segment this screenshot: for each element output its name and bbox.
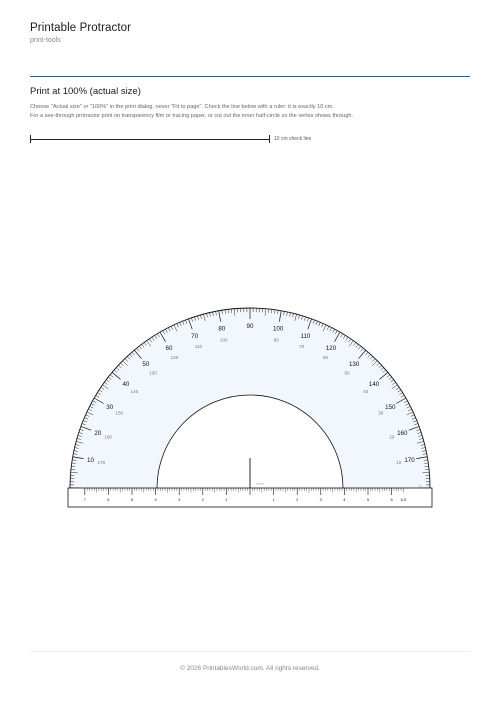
ruler-label: 1 (272, 497, 275, 502)
degree-label-outer: 110 (300, 332, 311, 340)
check-line (30, 134, 270, 144)
degree-label-inner: 170 (97, 459, 106, 465)
ruler-unit-label: cm (418, 483, 422, 488)
instructions-text (30, 103, 475, 120)
degree-label-inner: 20 (389, 434, 395, 440)
instruction-line: Choose "Actual size" or "100%" in the print dialog, never "Fit to page". Check the line below with a ruler: it is exactly 10 cm. (30, 104, 334, 110)
degree-label-inner: 130 (149, 370, 157, 376)
footer-copyright: © 2026 PrintablesWorld.com. All rights reserved. (180, 665, 320, 672)
degree-label-outer: 80 (218, 325, 226, 333)
ruler-label: 2 (201, 497, 204, 502)
degree-label-inner: 100 (219, 337, 228, 343)
degree-label-outer: 130 (348, 361, 360, 369)
protractor-graphic (66, 300, 434, 520)
degree-label-outer: 40 (122, 381, 130, 389)
degree-label-inner: 80 (273, 337, 279, 343)
check-line-bar (30, 139, 270, 140)
degree-label-outer: 30 (106, 404, 114, 412)
ruler-label: 3 (319, 497, 322, 502)
degree-label-inner: 70 (299, 344, 305, 350)
degree-label-inner: 140 (130, 388, 139, 394)
check-line-end-cap (269, 135, 270, 143)
degree-label-outer: 60 (165, 344, 173, 352)
degree-label-inner: 110 (194, 344, 203, 350)
check-line-label: 10 cm check line (274, 136, 312, 142)
ruler-label: 6 (390, 497, 393, 502)
section-title: Print at 100% (actual size) (30, 86, 141, 97)
print-instructions-section (30, 86, 475, 120)
footer-divider (30, 651, 470, 652)
degree-label-outer: 70 (191, 332, 199, 340)
degree-label-inner: 40 (363, 388, 369, 394)
header-divider (30, 76, 470, 77)
page-title: Printable Protractor (30, 22, 132, 34)
ruler-label: 7 (83, 497, 86, 502)
degree-label-inner: 120 (170, 355, 179, 361)
degree-label-outer: 140 (368, 381, 380, 389)
degree-label-inner: 60 (322, 355, 329, 361)
ruler-label: 4 (154, 497, 157, 502)
degree-label-inner: 30 (378, 410, 384, 416)
degree-label-outer: 10 (87, 457, 94, 465)
ruler-label: 6.5 (400, 497, 407, 502)
degree-label-inner: 50 (344, 370, 350, 376)
degree-label-outer: 120 (325, 344, 337, 352)
degree-label-outer: 20 (94, 429, 102, 437)
degree-label-outer: 150 (385, 404, 396, 412)
degree-label-outer: 160 (397, 429, 408, 437)
ruler-label: 3 (178, 497, 181, 502)
degree-label-outer: 90 (246, 323, 254, 331)
degree-label-inner: 10 (396, 459, 402, 465)
degree-label-outer: 50 (142, 361, 150, 369)
page-header (30, 22, 131, 44)
page-subtitle: print-tools (30, 37, 61, 44)
degree-label-outer: 170 (404, 457, 415, 465)
degree-label-outer: 100 (272, 325, 284, 333)
check-line-start-cap (30, 135, 31, 143)
ruler-label: 5 (366, 497, 370, 502)
ruler-label: 6 (107, 497, 110, 502)
degree-label-inner: 160 (104, 434, 112, 440)
ruler-label: 4 (343, 497, 346, 502)
ruler-label: 2 (296, 497, 299, 502)
ruler-label: 5 (130, 497, 134, 502)
instruction-line: For a see-through protractor print on transparency film or tracing paper, or cut out the inner half-circle so the vertex shows through. (30, 112, 354, 119)
degree-label-inner: 150 (115, 410, 124, 416)
ruler-label: 1 (225, 497, 228, 502)
centre-label: centre (256, 481, 264, 486)
